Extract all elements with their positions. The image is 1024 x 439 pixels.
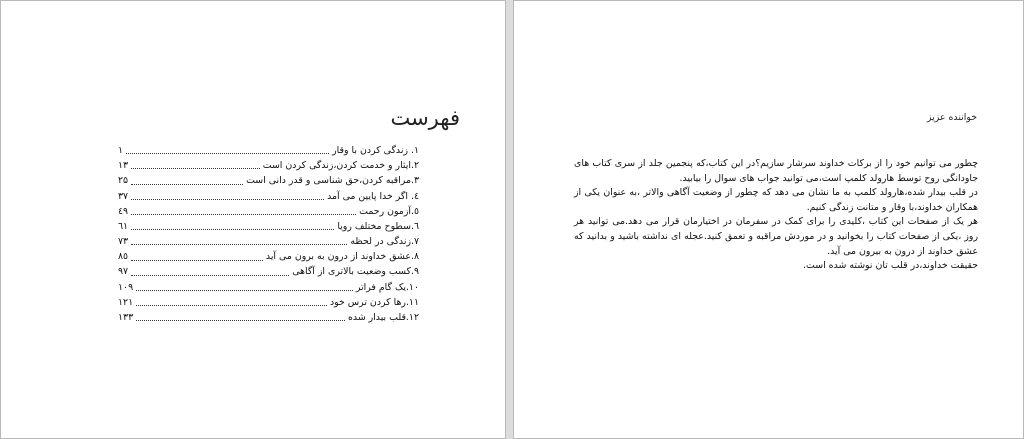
toc-entry — [118, 249, 419, 264]
toc-entry-label: ٥.آزمون رحمت — [359, 205, 419, 217]
left-page — [0, 0, 506, 439]
toc-entry — [118, 219, 419, 234]
toc-entry-page-number: ۱۰۹ — [118, 281, 134, 293]
toc-entry-label: ۲.ایثار و خدمت کردن،زندگی کردن است — [262, 160, 419, 172]
toc-entry-label: ۱۲.قلب بیدار شده — [348, 312, 419, 324]
toc-title: فهرست — [390, 106, 460, 130]
greeting: خواننده عزیز — [926, 112, 977, 123]
toc-entry-page-number: ٤۹ — [118, 205, 129, 217]
toc-dot-leader — [131, 199, 324, 200]
body-text — [574, 157, 978, 274]
toc-dot-leader — [131, 260, 263, 261]
toc-entry-label: ۱. زندگی کردن با وقار — [332, 144, 419, 156]
toc-dot-leader — [126, 153, 329, 154]
toc-entry-page-number: ۱۲۱ — [118, 296, 134, 308]
toc-entry-page-number: ۲۵ — [118, 175, 129, 187]
toc-entry-page-number: ۸٥ — [118, 251, 129, 263]
toc-dot-leader — [131, 168, 260, 169]
toc-entry — [118, 189, 419, 204]
toc-entry-label: ٤. اگر خدا پایین می آمد — [327, 190, 419, 202]
toc-dot-leader — [131, 275, 289, 276]
toc-entry — [118, 265, 419, 280]
toc-dot-leader — [131, 214, 356, 215]
right-page — [513, 0, 1024, 439]
toc-entry-page-number: ۱۳ — [118, 160, 129, 172]
toc-entry-page-number: ۳۷ — [118, 190, 129, 202]
toc-dot-leader — [131, 229, 334, 230]
toc-dot-leader — [131, 184, 243, 185]
toc-entry-label: ۱۱.رها کردن ترس خود — [329, 296, 419, 308]
toc-entry — [118, 173, 419, 188]
toc-entry-page-number: ۹۷ — [118, 266, 129, 278]
toc-entry — [118, 280, 419, 295]
toc-dot-leader — [131, 244, 347, 245]
toc-entry-label: ۷.زندگی در لحظه — [350, 236, 419, 248]
toc-entry — [118, 295, 419, 310]
toc-dot-leader — [136, 305, 327, 306]
toc-dot-leader — [136, 290, 353, 291]
paragraph: در قلب بیدار شده،هارولد کلمپ به ما نشان می دهد که چطور از وضعیت آگاهی والاتر ،به عنوان یکی از همکاران خداوند،با وقار و متانت زندگی کنیم. — [574, 187, 978, 213]
paragraph: هر یک از صفحات این کتاب ،کلیدی را برای کمک در سفرمان در اختیارمان قرار می دهد.می توانید هر روز ،یکی از صفحات کتاب را بخوانید و در موردش مراقبه و تعمق کنید.عجله ای نداشته باشید و بدانید که عشق خداوند از درون به بیرون می آید. — [574, 216, 978, 257]
toc-entry-label: ٦.سطوح مختلف رویا — [337, 220, 419, 232]
toc-dot-leader — [136, 320, 345, 321]
table-of-contents — [118, 143, 419, 325]
toc-entry — [118, 204, 419, 219]
toc-entry-label: ۹.کسب وضعیت بالاتری از آگاهی — [292, 266, 419, 278]
toc-entry — [118, 310, 419, 325]
toc-entry-page-number: ۱ — [118, 144, 124, 156]
toc-entry — [118, 143, 419, 158]
paragraph: چطور می توانیم خود را از برکات خداوند سرشار سازیم؟در این کتاب،که پنجمین جلد از سری کتاب های جاودانگی روح توسط هارولد کلمپ است،می توانید جواب های سوال را بیابید. — [574, 158, 978, 184]
paragraph: حقیقت خداوند،در قلب تان نوشته شده است. — [803, 260, 978, 272]
toc-entry-page-number: ٦۱ — [118, 220, 129, 232]
toc-entry-page-number: ۷۳ — [118, 236, 129, 248]
toc-entry-label: ۸.عشق خداوند از درون به برون می آید — [265, 251, 419, 263]
toc-entry — [118, 234, 419, 249]
toc-entry-label: ۳.مراقبه کردن،حق شناسی و قدر دانی است — [246, 175, 419, 187]
toc-entry-label: ۱۰.یک گام فراتر — [355, 281, 419, 293]
toc-entry-page-number: ۱۳۳ — [118, 312, 134, 324]
toc-entry — [118, 158, 419, 173]
